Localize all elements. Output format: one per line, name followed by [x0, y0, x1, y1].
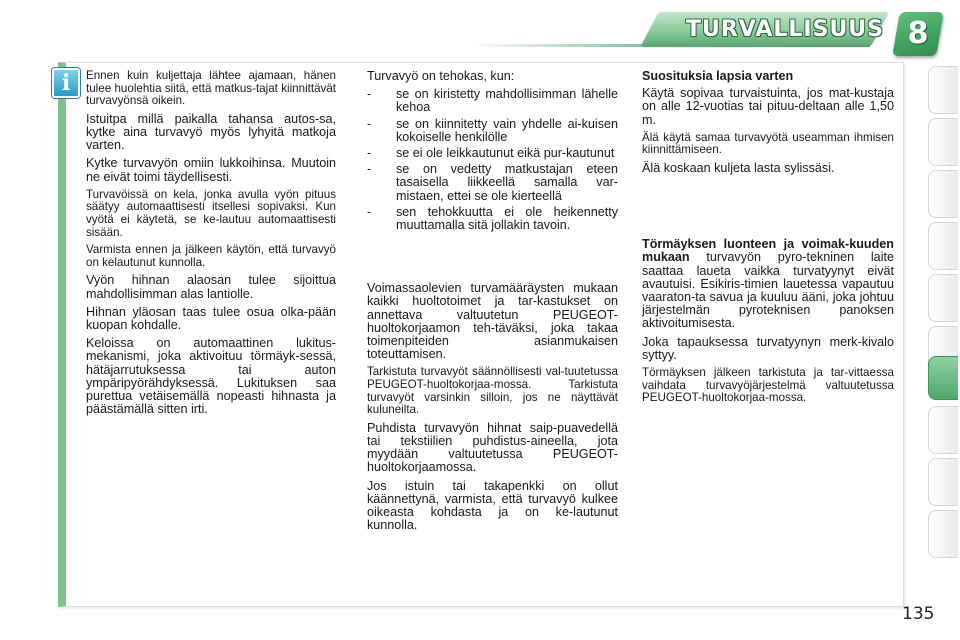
paragraph: Ennen kuin kuljettaja lähtee ajamaan, hänen tulee huolehtia siitä, että matkus-tajat kiinnittävät turvavyönsä oikein. [86, 69, 336, 108]
dash-bullet: - [367, 146, 372, 161]
chapter-tab[interactable] [928, 458, 958, 506]
chapter-tab[interactable] [928, 118, 958, 166]
condition-list [367, 88, 618, 232]
list-item-text: se ei ole leikkautunut eikä pur-kautunut [396, 146, 615, 161]
chapter-tab[interactable] [928, 170, 958, 218]
column-left [86, 70, 336, 421]
list-item-text: se on kiinnitetty vain yhdelle ai-kuisen kokoiselle henkilölle [396, 116, 618, 144]
info-icon [52, 68, 80, 98]
chapter-tab-active[interactable] [928, 356, 958, 400]
paragraph: Keloissa on automaattinen lukitus-mekanismi, joka aktivoituu törmäyk-sessä, hätäjarrutuksessa tai auton ympäripyörähdyksessä. Lukituksen saa purettua vetäisemällä nopeasti hihnasta ja päästämällä sitten irti. [86, 336, 336, 417]
paragraph: Vyön hihnan alaosan tulee sijoittua mahdollisimman alas lantiolle. [86, 273, 336, 301]
paragraph: Jos istuin tai takapenkki on ollut käännettynä, varmista, että turvavyö kulkee oikeasta kohdasta ja on ke-lautunut kunnolla. [367, 478, 618, 533]
list-item-text: se on kiristetty mahdollisimman lähelle kehoa [396, 87, 618, 115]
list-item-text: sen tehokkuutta ei ole heikennetty muuttamalla sitä jollakin tavoin. [396, 204, 618, 233]
bold-lead: Törmäyksen luonteen ja voimak-kuuden mukaan [642, 237, 894, 265]
chapter-tab[interactable] [928, 66, 958, 114]
paragraph: Istuitpa millä paikalla tahansa autos-sa, kytke aina turvavyö myös lyhyitä matkoja varten. [86, 111, 336, 153]
paragraph: Käytä sopivaa turvaistuinta, jos mat-kustaja on alle 12-vuotias tai pituu-deltaan alle 1,50 m. [642, 86, 894, 127]
list-intro: Turvavyö on tehokas, kun: [367, 69, 515, 83]
column-middle [367, 70, 618, 537]
info-glyph: i [61, 70, 71, 96]
paragraph: Voimassaolevien turvamääräysten mukaan kaikki huoltotoimet ja tar-kastukset on annettava valtuutetun PEUGEOT-huoltokorjaamon teh-täväksi, joka takaa toimenpiteiden asianmukaisen toteuttamisen. [367, 281, 618, 362]
dash-bullet: - [367, 116, 372, 131]
page-header [0, 0, 960, 60]
paragraph: Tarkistuta turvavyöt säännöllisesti val-tuutetussa PEUGEOT-huoltokorjaa-mossa. Tarkistuta turvavyöt varsinkin silloin, jos ne näyttävät kuluneilta. [367, 365, 618, 417]
list-item [367, 88, 618, 114]
paragraph: Turvavöissä on kela, jonka avulla vyön pituus säätyy automaattisesti itsellesi sopivaksi. Kun vyötä ei käytetä, se ke-lautuu automaattisesti sisään. [86, 187, 336, 239]
list-item [367, 147, 618, 160]
column-right [642, 70, 894, 410]
dash-bullet: - [367, 162, 372, 177]
paragraph: Kytke turvavyön omiin lukkoihinsa. Muutoin ne eivät toimi täydellisesti. [86, 156, 336, 184]
paragraph: Älä käytä samaa turvavyötä useamman ihmisen kiinnittämiseen. [642, 130, 894, 157]
list-item-text: se on vedetty matkustajan eteen tasaisella liikkeellä samalla var-mistaen, ettei se ole kierteellä [396, 162, 618, 203]
spacer [642, 180, 894, 238]
chapter-tabs [928, 66, 960, 578]
chapter-tab[interactable] [928, 406, 958, 454]
paragraph: Puhdista turvavyön hihnat saip-puavedellä tai tekstiilien puhdistus-aineella, jota myydään valtuutetussa PEUGEOT-huoltokorjaamossa. [367, 420, 618, 475]
paragraph: Joka tapauksessa turvatyynyn merk-kivalo syttyy. [642, 334, 894, 362]
dash-bullet: - [367, 87, 372, 102]
spacer [367, 236, 618, 282]
paragraph [642, 238, 894, 330]
list-item [367, 206, 618, 232]
page-number: 135 [902, 604, 935, 624]
dash-bullet: - [367, 204, 372, 219]
paragraph: Hihnan yläosan taas tulee osua olka-pään kuopan kohdalle. [86, 304, 336, 332]
paragraph: Älä koskaan kuljeta lasta sylissäsi. [642, 161, 835, 175]
chapter-number: 8 [907, 16, 929, 51]
paragraph: Varmista ennen ja jälkeen käytön, että turvavyö on kelautunut kunnolla. [86, 243, 336, 269]
chapter-tab[interactable] [928, 274, 958, 322]
list-item [367, 163, 618, 203]
list-item [367, 118, 618, 144]
section-heading: Suosituksia lapsia varten [642, 69, 794, 83]
paragraph-rest: turvavyön pyro-tekninen laite saattaa laueta vaikka turvatyynyt eivät avautuisi. Esikiris-timien lauetessa vapautuu vaaraton-ta savua ja kuuluu ääni, joka johtuu järjestelmän pyroteknisen panoksen aktivoitumisesta. [642, 250, 894, 331]
chapter-tab[interactable] [928, 222, 958, 270]
paragraph: Törmäyksen jälkeen tarkistuta ja tar-vittaessa vaihdata turvavyöjärjestelmä valtuutetussa PEUGEOT-huoltokorjaa-mossa. [642, 366, 894, 405]
chapter-tab[interactable] [928, 510, 958, 558]
chapter-title: TURVALLISUUS [686, 17, 885, 42]
